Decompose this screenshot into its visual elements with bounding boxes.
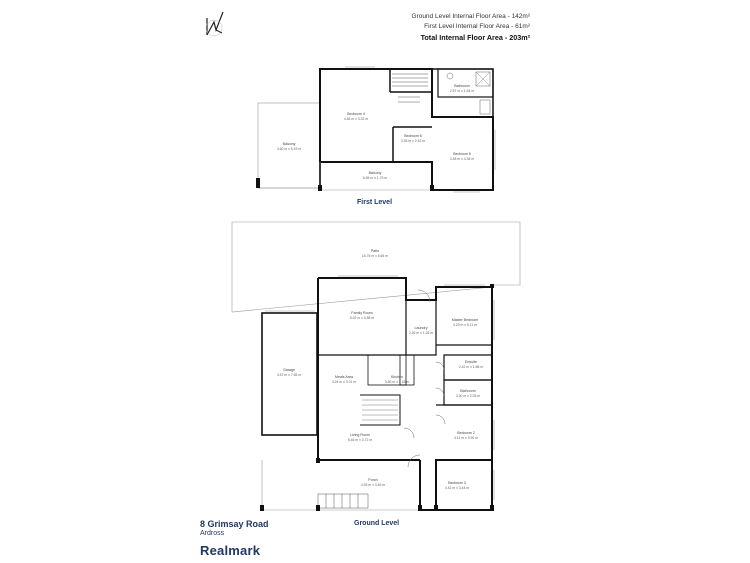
first-area-text: First Level Internal Floor Area - 61m² bbox=[424, 23, 530, 30]
room-label: Bathroom bbox=[460, 389, 476, 393]
room-label: Bedroom 5 bbox=[453, 152, 471, 156]
room-dimension: 2.57 m x 1.64 m bbox=[449, 89, 475, 93]
room-dimension: 2.26 m x 1.26 m bbox=[408, 331, 434, 335]
total-area-text: Total Internal Floor Area - 203m² bbox=[420, 33, 530, 42]
room-dimension: 3.35 m x 2.52 m bbox=[400, 139, 426, 143]
room-dimension: 3.57 m x 7.65 m bbox=[276, 373, 302, 377]
room-label: Master Bedroom bbox=[451, 318, 479, 322]
room-label: Bedroom 2 bbox=[457, 431, 475, 435]
room-dimension: 3.24 m x 3.21 m bbox=[331, 380, 357, 384]
first-level-room-labels bbox=[277, 84, 474, 180]
first-level-label: First Level bbox=[357, 199, 393, 206]
room-dimension: 3.50 m x 3.18 m bbox=[384, 380, 410, 384]
room-dimension: 3.48 m x 4.36 m bbox=[449, 157, 475, 161]
property-address: 8 Grimsay Road bbox=[200, 519, 269, 529]
room-label: Balcony bbox=[368, 171, 382, 175]
ground-area-text: Ground Level Internal Floor Area - 142m² bbox=[411, 13, 530, 20]
room-dimension: 5.02 m x 4.88 m bbox=[349, 316, 375, 320]
room-label: Porch bbox=[368, 478, 378, 482]
room-label: Laundry bbox=[414, 326, 428, 330]
room-dimension: 3.30 m x 2.05 m bbox=[455, 394, 481, 398]
room-dimension: 4.46 m x 3.32 m bbox=[343, 117, 369, 121]
room-dimension: 3.11 m x 3.90 m bbox=[453, 436, 479, 440]
room-dimension: 3.29 m x 5.11 m bbox=[452, 323, 478, 327]
room-label: Meals Area bbox=[335, 375, 353, 379]
room-label: Bedroom 3 bbox=[448, 481, 466, 485]
room-label: Kitchen bbox=[391, 375, 403, 379]
property-suburb: Ardross bbox=[200, 530, 225, 537]
room-label: Living Room bbox=[350, 433, 370, 437]
room-label: Bedroom 4 bbox=[347, 112, 365, 116]
ground-level-label: Ground Level bbox=[354, 520, 400, 527]
room-dimension: 6.65 m x 1.79 m bbox=[362, 176, 388, 180]
patio-outline bbox=[232, 222, 520, 312]
room-dimension: 5.46 m x 3.72 m bbox=[347, 438, 373, 442]
room-label: Bedroom 6 bbox=[404, 134, 422, 138]
room-label: Family Room bbox=[351, 311, 373, 315]
room-dimension: 2.42 m x 1.86 m bbox=[458, 365, 484, 369]
room-dimension: 4.93 m x 3.49 m bbox=[360, 483, 386, 487]
room-label: Patio bbox=[370, 249, 380, 253]
room-dimension: 3.60 m x 5.19 m bbox=[276, 147, 302, 151]
room-label: Ensuite bbox=[465, 360, 477, 364]
room-dimension: 4.42 m x 3.44 m bbox=[444, 486, 470, 490]
room-label: Bathroom bbox=[454, 84, 470, 88]
brand-logo: Realmark bbox=[200, 543, 261, 558]
room-dimension: 16.76 m x 6.65 m bbox=[361, 254, 389, 258]
room-label: Balcony bbox=[282, 142, 296, 146]
north-arrow-icon bbox=[206, 12, 223, 36]
room-label: Garage bbox=[283, 368, 295, 372]
